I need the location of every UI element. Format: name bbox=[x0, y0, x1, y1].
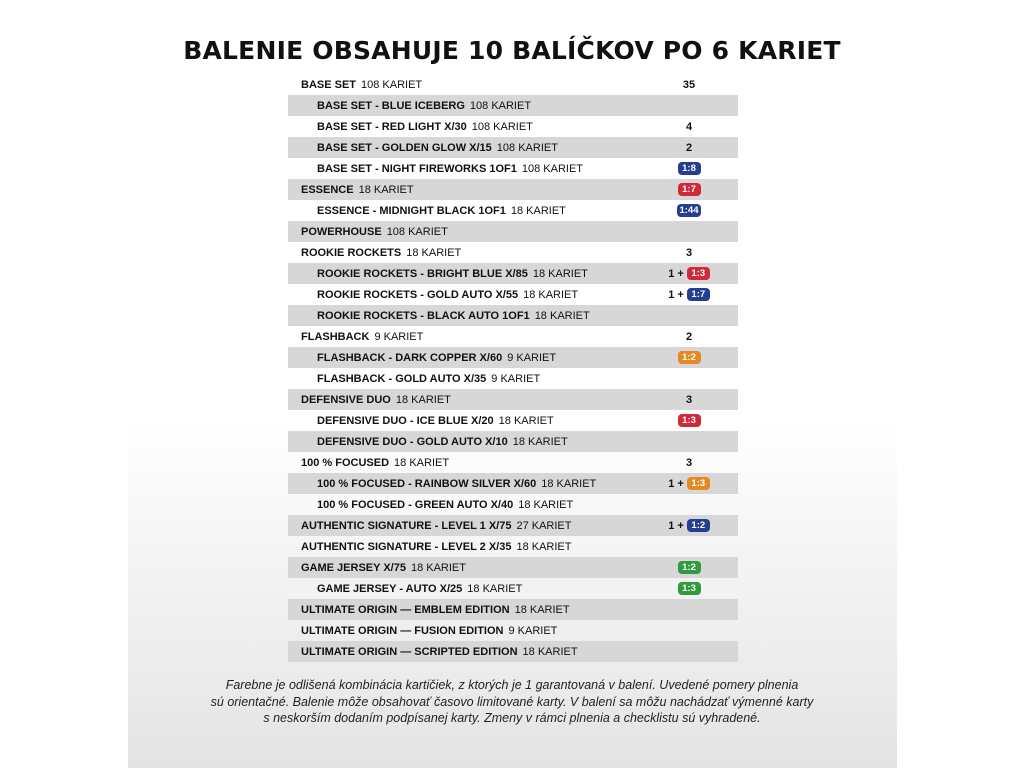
card-count: 9 KARIET bbox=[507, 351, 557, 364]
odds-badge-orange: 1:3 bbox=[687, 477, 710, 490]
set-name-cell bbox=[288, 457, 449, 469]
set-name: ROOKIE ROCKETS - GOLD AUTO X/55 bbox=[317, 288, 519, 301]
card-count: 18 KARIET bbox=[514, 603, 570, 616]
odds-cell bbox=[648, 284, 730, 305]
card-count: 9 KARIET bbox=[491, 372, 541, 385]
odds-cell bbox=[648, 95, 730, 116]
set-name: POWERHOUSE bbox=[301, 225, 382, 238]
set-name: FLASHBACK - DARK COPPER X/60 bbox=[317, 351, 503, 364]
set-name-cell bbox=[288, 184, 414, 196]
card-count: 108 KARIET bbox=[469, 99, 532, 112]
table-row bbox=[288, 641, 738, 662]
odds-cell bbox=[648, 473, 730, 494]
footnote-line: Farebne je odlišená kombinácia kartičiek, z ktorých je 1 garantovaná v balení. Uvedené pomery plnenia bbox=[225, 678, 799, 692]
set-name-cell bbox=[288, 625, 557, 637]
guaranteed-plus: 1 + bbox=[668, 267, 684, 280]
card-count: 9 KARIET bbox=[508, 624, 558, 637]
table-row bbox=[288, 137, 738, 158]
card-count: 108 KARIET bbox=[521, 162, 583, 175]
set-name-cell bbox=[288, 310, 590, 322]
set-name: DEFENSIVE DUO - GOLD AUTO X/10 bbox=[317, 435, 508, 448]
set-name: AUTHENTIC SIGNATURE - LEVEL 1 X/75 bbox=[301, 519, 512, 532]
set-name-cell bbox=[288, 394, 451, 406]
card-count: 18 KARIET bbox=[395, 393, 451, 406]
set-name-cell bbox=[288, 373, 540, 385]
table-row bbox=[288, 284, 738, 305]
odds-badge-red: 1:7 bbox=[678, 183, 701, 196]
odds-cell bbox=[648, 599, 730, 620]
table-row bbox=[288, 116, 738, 137]
odds-cell bbox=[648, 137, 730, 158]
set-name-cell bbox=[288, 646, 578, 658]
card-count: 108 KARIET bbox=[471, 120, 533, 133]
set-name: GAME JERSEY - AUTO X/25 bbox=[317, 582, 463, 595]
table-row bbox=[288, 263, 738, 284]
odds-badge-red: 1:3 bbox=[678, 414, 701, 427]
odds-cell bbox=[648, 200, 730, 221]
set-name: ROOKIE ROCKETS - BLACK AUTO 1OF1 bbox=[317, 309, 530, 322]
guaranteed-count: 2 bbox=[685, 141, 693, 154]
table-row bbox=[288, 326, 738, 347]
card-count: 18 KARIET bbox=[358, 183, 414, 196]
card-count: 9 KARIET bbox=[374, 330, 424, 343]
card-count: 18 KARIET bbox=[534, 309, 590, 322]
guaranteed-plus: 1 + bbox=[668, 288, 684, 301]
set-name: ROOKIE ROCKETS bbox=[301, 246, 402, 259]
card-count: 18 KARIET bbox=[510, 204, 566, 217]
set-name: BASE SET - GOLDEN GLOW X/15 bbox=[317, 141, 492, 154]
card-count: 18 KARIET bbox=[532, 267, 588, 280]
table-row bbox=[288, 494, 738, 515]
table-row bbox=[288, 158, 738, 179]
set-name: ULTIMATE ORIGIN — EMBLEM EDITION bbox=[301, 603, 510, 616]
set-name: ULTIMATE ORIGIN — FUSION EDITION bbox=[301, 624, 504, 637]
set-name-cell bbox=[288, 247, 461, 259]
odds-badge-blue: 1:44 bbox=[679, 205, 699, 216]
set-name: DEFENSIVE DUO - ICE BLUE X/20 bbox=[317, 414, 494, 427]
odds-cell bbox=[648, 347, 730, 368]
set-name-cell bbox=[288, 331, 423, 343]
odds-badge-green: 1:3 bbox=[678, 582, 701, 595]
odds-badge-blue: 1:2 bbox=[687, 519, 710, 532]
set-name-cell bbox=[288, 268, 588, 280]
set-name-cell bbox=[288, 163, 583, 175]
card-count: 108 KARIET bbox=[361, 78, 423, 91]
odds-cell bbox=[648, 389, 730, 410]
set-name-cell bbox=[288, 604, 570, 616]
table-row bbox=[288, 599, 738, 620]
odds-cell bbox=[648, 221, 730, 242]
set-name: 100 % FOCUSED - RAINBOW SILVER X/60 bbox=[317, 477, 537, 490]
set-name: GAME JERSEY X/75 bbox=[301, 561, 406, 574]
card-count: 108 KARIET bbox=[496, 141, 558, 154]
odds-cell bbox=[648, 578, 730, 599]
card-count: 18 KARIET bbox=[498, 414, 554, 427]
table-row bbox=[288, 200, 738, 221]
set-name-cell bbox=[288, 541, 572, 553]
card-count: 18 KARIET bbox=[406, 246, 462, 259]
odds-cell bbox=[648, 305, 730, 326]
set-name: BASE SET bbox=[301, 78, 357, 91]
set-name-cell bbox=[288, 205, 566, 217]
card-count: 18 KARIET bbox=[467, 582, 523, 595]
set-name: DEFENSIVE DUO bbox=[301, 393, 391, 406]
set-name-cell bbox=[288, 142, 558, 154]
odds-cell bbox=[648, 263, 730, 284]
card-count: 18 KARIET bbox=[522, 645, 578, 658]
guaranteed-count: 35 bbox=[682, 78, 696, 91]
guaranteed-count: 3 bbox=[685, 393, 693, 406]
set-name: ESSENCE bbox=[301, 183, 354, 196]
set-name-cell bbox=[288, 520, 572, 532]
guaranteed-plus: 1 + bbox=[668, 477, 684, 490]
table-row bbox=[288, 221, 738, 242]
odds-cell bbox=[648, 116, 730, 137]
set-name: ULTIMATE ORIGIN — SCRIPTED EDITION bbox=[301, 645, 518, 658]
card-count: 18 KARIET bbox=[410, 561, 466, 574]
odds-cell bbox=[648, 368, 730, 389]
odds-cell bbox=[648, 620, 730, 641]
set-name: ROOKIE ROCKETS - BRIGHT BLUE X/85 bbox=[317, 267, 528, 280]
odds-badge-blue: 1:7 bbox=[687, 288, 710, 301]
set-name-cell bbox=[288, 121, 533, 133]
footnote bbox=[150, 677, 874, 727]
table-row bbox=[288, 347, 738, 368]
table-row bbox=[288, 95, 738, 116]
set-name: 100 % FOCUSED - GREEN AUTO X/40 bbox=[317, 498, 514, 511]
table-row bbox=[288, 305, 738, 326]
odds-cell bbox=[648, 179, 730, 200]
set-name: FLASHBACK - GOLD AUTO X/35 bbox=[317, 372, 487, 385]
guaranteed-count: 2 bbox=[685, 330, 693, 343]
table-row bbox=[288, 557, 738, 578]
set-name-cell bbox=[288, 226, 448, 238]
set-name: FLASHBACK bbox=[301, 330, 370, 343]
odds-cell bbox=[648, 557, 730, 578]
odds-cell bbox=[648, 515, 730, 536]
set-name: BASE SET - RED LIGHT X/30 bbox=[317, 120, 467, 133]
set-name-cell bbox=[288, 436, 568, 448]
set-name-cell bbox=[288, 79, 422, 91]
odds-cell bbox=[648, 431, 730, 452]
footnote-line: sú orientačné. Balenie môže obsahovať časovo limitované karty. V balení sa môžu nachádzať výmenné karty bbox=[210, 694, 814, 709]
table-row bbox=[288, 452, 738, 473]
set-name-cell bbox=[288, 562, 466, 574]
guaranteed-plus: 1 + bbox=[668, 519, 684, 532]
set-name-cell bbox=[288, 352, 556, 364]
set-name-cell bbox=[288, 478, 596, 490]
card-count: 18 KARIET bbox=[512, 435, 568, 448]
odds-cell bbox=[648, 641, 730, 662]
odds-cell bbox=[648, 326, 730, 347]
set-name: AUTHENTIC SIGNATURE - LEVEL 2 X/35 bbox=[301, 540, 512, 553]
guaranteed-count: 3 bbox=[685, 456, 693, 469]
page-title: BALENIE OBSAHUJE 10 BALÍČKOV PO 6 KARIET bbox=[183, 36, 841, 65]
table-row bbox=[288, 74, 738, 95]
card-count: 18 KARIET bbox=[518, 498, 574, 511]
table-row bbox=[288, 536, 738, 557]
odds-cell bbox=[648, 494, 730, 515]
odds-cell bbox=[648, 452, 730, 473]
odds-cell bbox=[648, 410, 730, 431]
odds-cell bbox=[648, 158, 730, 179]
guaranteed-count: 3 bbox=[685, 246, 693, 259]
table-row bbox=[288, 473, 738, 494]
odds-badge-blue: 1:8 bbox=[678, 162, 701, 175]
set-name-cell bbox=[288, 100, 531, 112]
footnote-line: s neskorším dodaním podpísanej karty. Zmeny v rámci plnenia a checklistu sú vyhradené. bbox=[263, 711, 761, 725]
set-name: 100 % FOCUSED bbox=[301, 456, 390, 469]
set-name: BASE SET - BLUE ICEBERG bbox=[317, 99, 465, 112]
card-count: 27 KARIET bbox=[516, 519, 572, 532]
card-count: 18 KARIET bbox=[523, 288, 579, 301]
set-name-cell bbox=[288, 289, 578, 301]
table-row bbox=[288, 578, 738, 599]
table-row bbox=[288, 431, 738, 452]
odds-table bbox=[288, 74, 738, 662]
card-count: 18 KARIET bbox=[516, 540, 572, 553]
set-name-cell bbox=[288, 499, 573, 511]
odds-badge-green: 1:2 bbox=[678, 561, 701, 574]
guaranteed-count: 4 bbox=[685, 120, 693, 133]
table-row bbox=[288, 515, 738, 536]
table-row bbox=[288, 179, 738, 200]
set-name: BASE SET - NIGHT FIREWORKS 1OF1 bbox=[317, 162, 517, 175]
card-count: 18 KARIET bbox=[541, 477, 597, 490]
odds-cell bbox=[648, 536, 730, 557]
table-row bbox=[288, 410, 738, 431]
set-name: ESSENCE - MIDNIGHT BLACK 1OF1 bbox=[317, 204, 506, 217]
odds-badge-orange: 1:2 bbox=[678, 351, 701, 364]
set-name-cell bbox=[288, 583, 522, 595]
odds-cell bbox=[648, 242, 730, 263]
table-row bbox=[288, 620, 738, 641]
set-name-cell bbox=[288, 415, 554, 427]
odds-badge-red: 1:3 bbox=[687, 267, 710, 280]
card-count: 108 KARIET bbox=[386, 225, 448, 238]
card-count: 18 KARIET bbox=[394, 456, 450, 469]
table-row bbox=[288, 389, 738, 410]
table-row bbox=[288, 368, 738, 389]
odds-cell bbox=[648, 74, 730, 95]
table-row bbox=[288, 242, 738, 263]
